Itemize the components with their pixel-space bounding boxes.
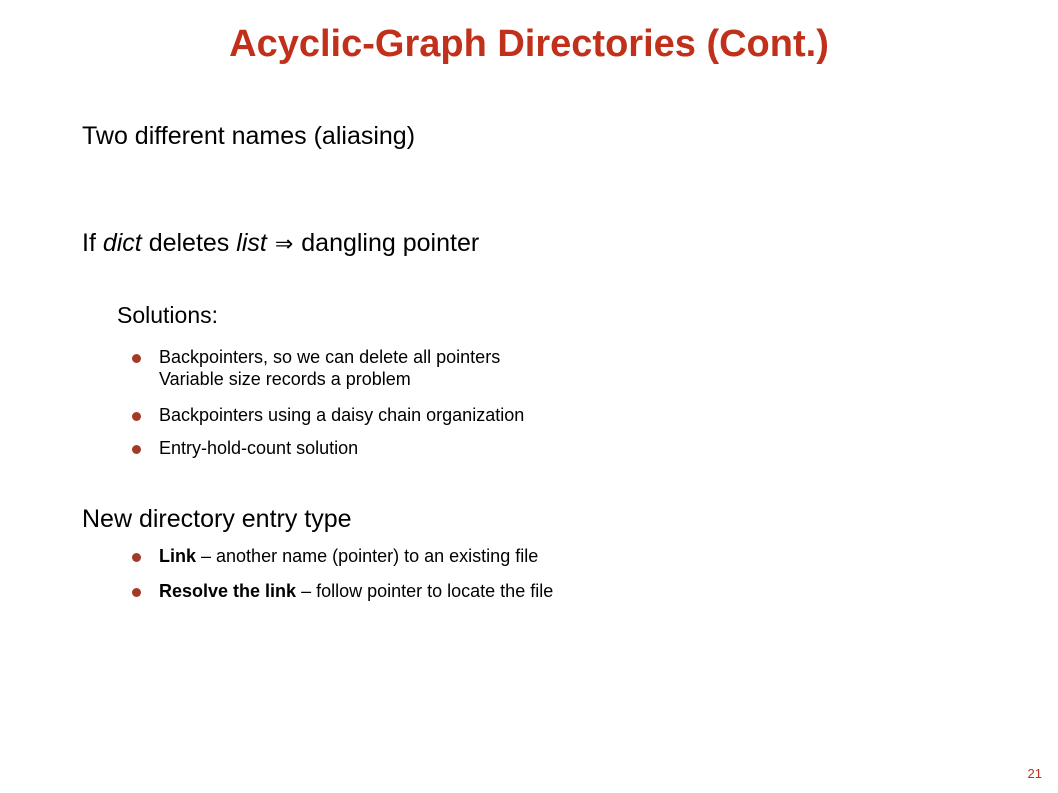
list-item	[132, 346, 952, 390]
link-definition: – another name (pointer) to an existing file	[196, 546, 539, 566]
list-item-line: Variable size records a problem	[159, 369, 411, 389]
list-item	[132, 437, 952, 459]
dangling-pointer-point	[82, 227, 479, 261]
new-entry-heading: New directory entry type	[82, 505, 352, 533]
list-item-text: Backpointers using a daisy chain organization	[159, 405, 525, 425]
list-item-text	[159, 545, 538, 567]
dangling-middle: deletes	[141, 229, 237, 257]
bullet-icon	[132, 553, 141, 562]
list-item-text: Entry-hold-count solution	[159, 438, 359, 458]
list-item-text	[159, 580, 553, 602]
dangling-suffix: dangling pointer	[301, 229, 480, 257]
implies-arrow-icon: ⇒	[274, 232, 294, 257]
bullet-icon	[132, 354, 141, 363]
resolve-definition: – follow pointer to locate the file	[296, 581, 554, 601]
solutions-heading: Solutions:	[117, 302, 219, 328]
link-term: Link	[159, 546, 197, 566]
dict-term: dict	[102, 229, 142, 257]
bullet-icon	[132, 412, 141, 421]
slide-title: Acyclic-Graph Directories (Cont.)	[229, 23, 829, 65]
list-item	[132, 404, 952, 426]
list-item	[132, 580, 952, 602]
page-number: 21	[1027, 766, 1042, 781]
aliasing-point: Two different names (aliasing)	[82, 122, 416, 150]
list-term: list	[236, 229, 267, 257]
resolve-term: Resolve the link	[159, 581, 297, 601]
list-item-line: Backpointers, so we can delete all pointers	[159, 347, 501, 367]
bullet-icon	[132, 588, 141, 597]
bullet-icon	[132, 445, 141, 454]
list-item-text	[159, 346, 500, 390]
list-item	[132, 545, 952, 567]
dangling-prefix: If	[82, 229, 103, 257]
